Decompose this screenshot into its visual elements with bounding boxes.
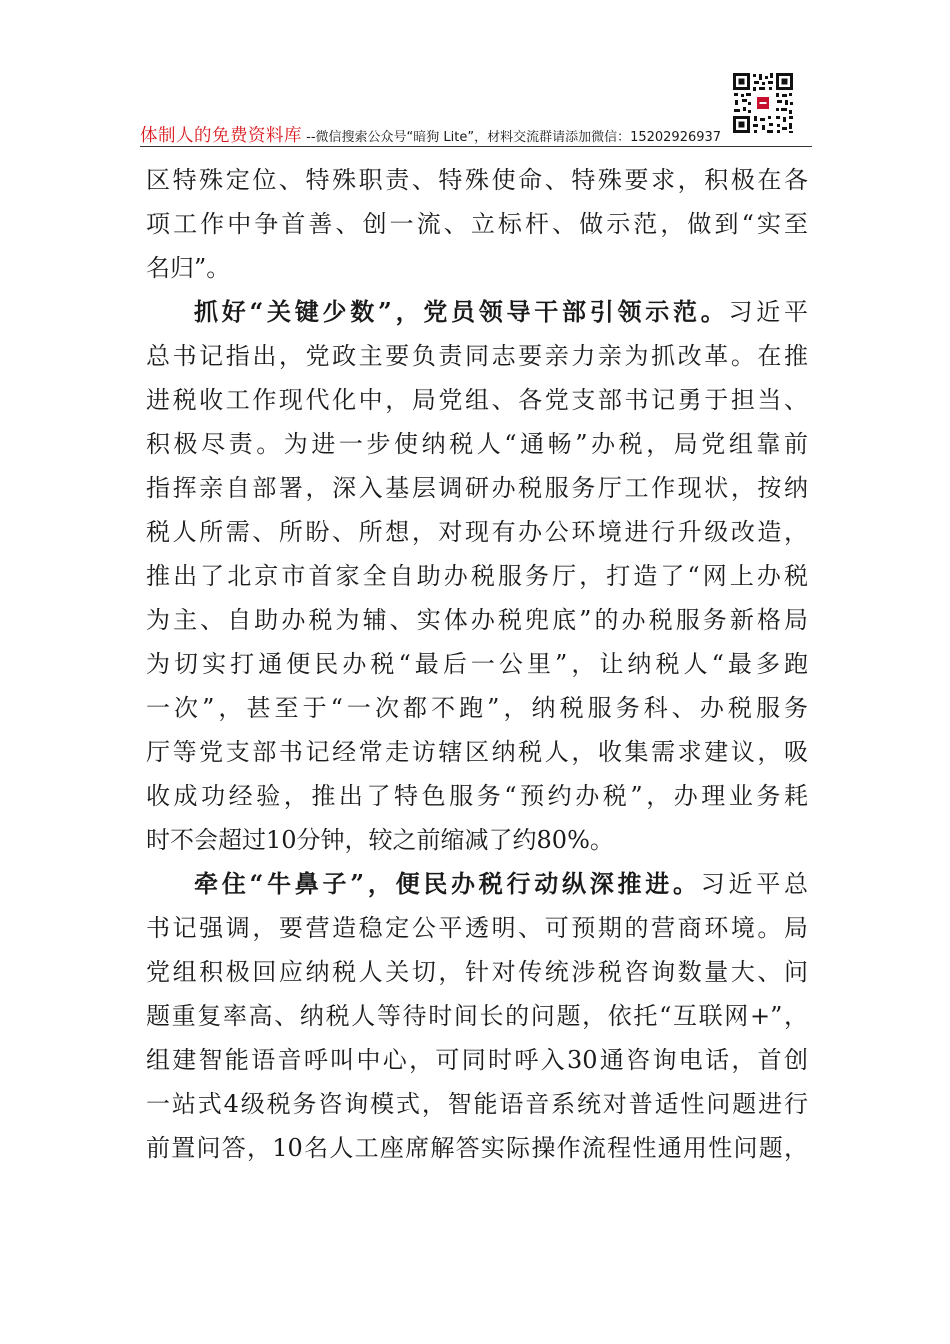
document-body: [146, 158, 808, 1170]
bold-lead: 抓好“关键少数”，党员领导干部引领示范。: [194, 297, 729, 326]
text-line: 为主、自助办税为辅、实体办税兜底”的办税服务新格局: [146, 606, 808, 634]
text-line: 题重复率高、纳税人等待时间长的问题，依托“互联网+”，: [146, 1002, 808, 1030]
text-line: 为切实打通便民办税“最后一公里”，让纳税人“最多跑: [146, 650, 808, 678]
text-line: 党组积极回应纳税人关切，针对传统涉税咨询数量大、问: [146, 958, 808, 986]
header-note: --微信搜索公众号“暗狗 Lite”，材料交流群请添加微信：15202926937: [302, 130, 722, 145]
text-line: 税人所需、所盼、所想，对现有办公环境进行升级改造，: [146, 518, 808, 546]
text-line: 一次”，甚至于“一次都不跑”，纳税服务科、办税服务: [146, 694, 808, 722]
text-line: 收成功经验，推出了特色服务“预约办税”，办理业务耗: [146, 782, 808, 810]
bold-lead: 牵住“牛鼻子”，便民办税行动纵深推进。: [194, 869, 701, 898]
text-line: 名归”。: [146, 254, 231, 282]
text-line: 厅等党支部书记经常走访辖区纳税人，收集需求建议，吸: [146, 738, 808, 766]
text-line: 总书记指出，党政主要负责同志要亲力亲为抓改革。在推: [146, 342, 808, 370]
text-line: 进税收工作现代化中，局党组、各党支部书记勇于担当、: [146, 386, 808, 414]
text-line: 书记强调，要营造稳定公平透明、可预期的营商环境。局: [146, 914, 808, 942]
header-rule: [140, 146, 812, 147]
text-line: 推出了北京市首家全自助办税服务厅，打造了“网上办税: [146, 562, 808, 590]
header-brand: 体制人的免费资料库: [140, 126, 302, 146]
paragraph-heading-line: 抓好“关键少数”，党员领导干部引领示范。习近平: [194, 297, 808, 326]
text-line: 积极尽责。为进一步使纳税人“通畅”办税，局党组靠前: [146, 430, 808, 458]
text-line: 一站式4级税务咨询模式，智能语音系统对普适性问题进行: [146, 1090, 808, 1118]
paragraph-heading-line: 牵住“牛鼻子”，便民办税行动纵深推进。习近平总: [194, 869, 808, 898]
text-line: 前置问答，10名人工座席解答实际操作流程性通用性问题，: [146, 1134, 808, 1162]
text-line: 指挥亲自部署，深入基层调研办税服务厅工作现状，按纳: [146, 474, 808, 502]
qr-code-icon: [732, 72, 794, 134]
text-line: 时不会超过10分钟，较之前缩减了约80%。: [146, 826, 614, 854]
text-line: 区特殊定位、特殊职责、特殊使命、特殊要求，积极在各: [146, 166, 808, 194]
text-line: 项工作中争首善、创一流、立标杆、做示范，做到“实至: [146, 210, 808, 238]
text-line: 组建智能语音呼叫中心，可同时呼入30通咨询电话，首创: [146, 1046, 808, 1074]
